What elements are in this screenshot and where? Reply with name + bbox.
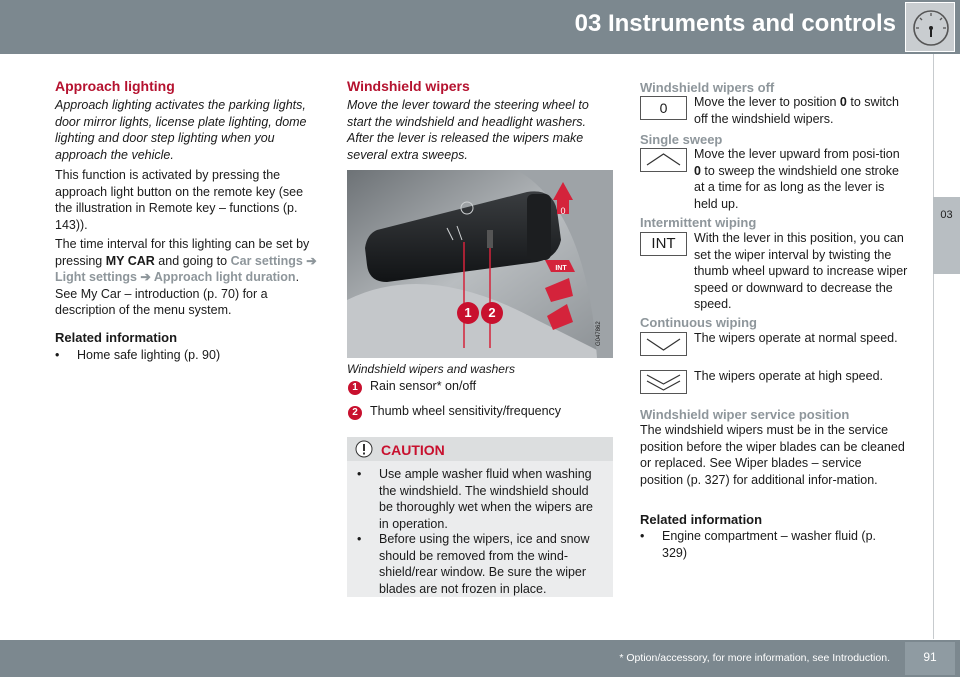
chevron-down-icon xyxy=(640,332,687,356)
off-text: Move the lever to position 0 to switch off the windshield wipers. xyxy=(694,95,899,126)
single-heading: Single sweep xyxy=(640,132,723,147)
double-chevron-down-icon xyxy=(640,370,687,394)
int-icon: INT xyxy=(640,232,687,256)
svg-text:0: 0 xyxy=(560,206,566,216)
approach-intro: Approach lighting activates the parking lights, door mirror lights, license plate lighting, dome lighting and door step lighting when you approach the vehicle. xyxy=(55,98,307,162)
legend-text-2: Thumb wheel sensitivity/frequency xyxy=(370,404,562,418)
service-heading: Windshield wiper service position xyxy=(640,407,850,422)
continuous-heading: Continuous wiping xyxy=(640,315,757,330)
approach-paragraph-1: This function is activated by pressing the approach light button on the remote key (see the illustration in Remote key – functions (p. 143)). xyxy=(55,168,304,232)
continuous-high-text: The wipers operate at high speed. xyxy=(694,369,884,383)
related-heading: Related information xyxy=(55,330,178,345)
caution-box xyxy=(347,437,613,597)
related-heading-right: Related information xyxy=(640,512,763,527)
caution-icon xyxy=(355,440,373,458)
footnote: * Option/accessory, for more information, see Introduction. xyxy=(619,652,890,664)
single-text: Move the lever upward from posi-tion 0 to sweep the windshield one stroke at a time for as long as the lever is held up. xyxy=(694,147,900,211)
photo-caption: Windshield wipers and washers xyxy=(347,362,515,376)
legend-text-1: Rain sensor* on/off xyxy=(370,379,477,393)
approach-heading: Approach lighting xyxy=(55,78,175,94)
position-0-icon: 0 xyxy=(640,96,687,120)
svg-text:INT: INT xyxy=(555,265,567,272)
approach-paragraph-2: The time interval for this lighting can be set by pressing MY CAR and going to Car settings ➔ Light settings ➔ Approach light duration. See My Car – introduction (p. 70) for a description of the menu system. xyxy=(55,237,317,317)
menu-path-link[interactable]: Car settings ➔ Light settings ➔ Approach light duration xyxy=(55,253,317,284)
svg-text:G047862: G047862 xyxy=(596,321,602,346)
int-text: With the lever in this position, you can set the wiper interval by twisting the thumb wheel upward to increase wiper speed or downward to decrease the speed. xyxy=(694,231,908,311)
int-heading: Intermittent wiping xyxy=(640,215,757,230)
callout-1: 1 xyxy=(457,302,479,324)
service-text: The windshield wipers must be in the service position before the wiper blades can be cleaned or replaced. See Wiper blades – service position (p. 327) for additional infor-mation. xyxy=(640,423,905,487)
margin-divider xyxy=(933,54,934,639)
wipers-intro: Move the lever toward the steering wheel to start the windshield and headlight washers. After the lever is released the wipers make several extra sweeps. xyxy=(347,98,589,162)
page-footer xyxy=(0,640,960,677)
legend-number-1: 1 xyxy=(348,381,362,395)
caution-item-1: • Use ample washer fluid when washing the windshield. The windshield should be thoroughly wet when the wipers are in operation. xyxy=(357,466,605,532)
related-item[interactable]: • Home safe lighting (p. 90) xyxy=(55,347,320,364)
caution-item-2: • Before using the wipers, ice and snow should be removed from the wind-shield/rear window. Be sure the wiper blades are not frozen in place. xyxy=(357,531,605,597)
wiper-lever-photo xyxy=(347,170,613,358)
speedometer-gauge-icon xyxy=(905,2,955,52)
off-heading: Windshield wipers off xyxy=(640,80,775,95)
wipers-heading: Windshield wipers xyxy=(347,78,470,94)
page-number-box xyxy=(905,642,955,675)
page-number: 91 xyxy=(923,650,937,664)
legend-number-2: 2 xyxy=(348,406,362,420)
continuous-normal-text: The wipers operate at normal speed. xyxy=(694,331,898,345)
page-header xyxy=(0,0,960,54)
related-item-right[interactable]: • Engine compartment – washer fluid (p. 329) xyxy=(640,528,880,561)
caution-title: CAUTION xyxy=(381,442,445,458)
chevron-up-icon xyxy=(640,148,687,172)
chapter-tab[interactable]: 03 xyxy=(933,197,960,274)
chapter-title: 03 Instruments and controls xyxy=(574,10,896,37)
callout-2: 2 xyxy=(481,302,503,324)
caution-header xyxy=(347,437,613,461)
